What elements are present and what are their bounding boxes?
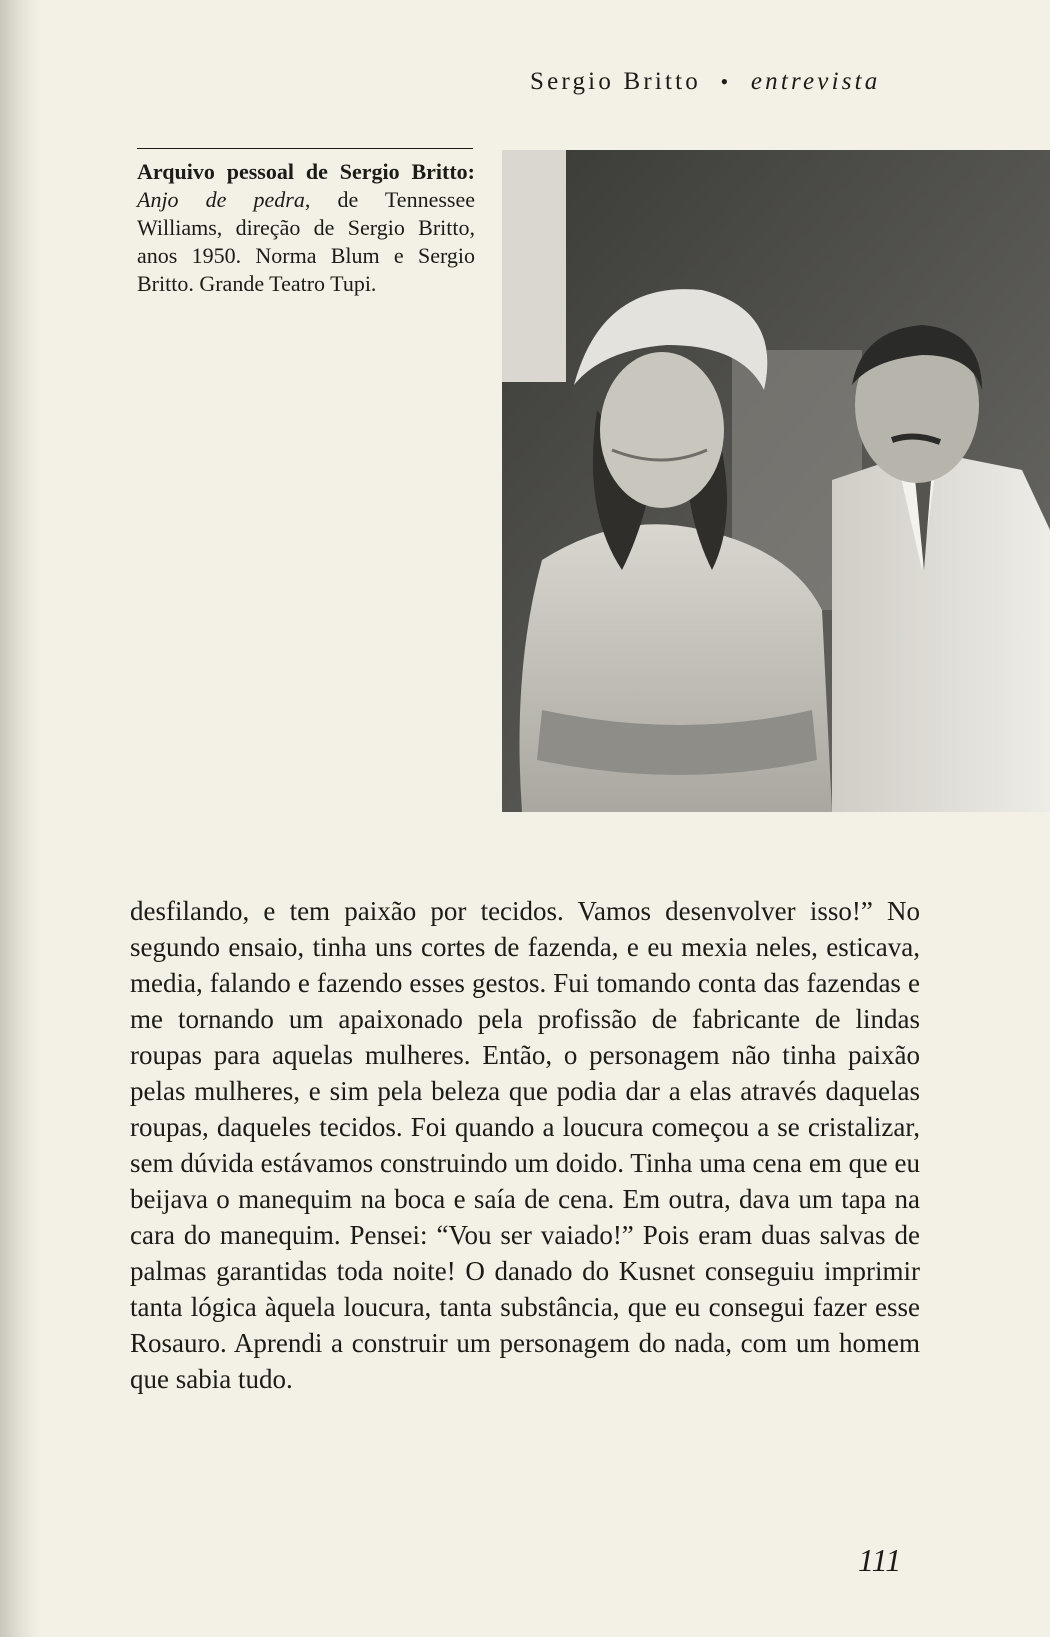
photo-caption xyxy=(137,158,475,298)
running-head xyxy=(530,68,930,96)
caption-details: , de Tennessee Williams, direção de Sergio Britto, anos 1950. Norma Blum e Sergio Britto. Grande Teatro Tupi. xyxy=(137,187,475,296)
body-text xyxy=(130,893,920,1397)
caption-credit: Arquivo pessoal de Sergio Britto: xyxy=(137,159,475,184)
caption-play-title: Anjo de pedra xyxy=(137,187,305,212)
stage-photograph xyxy=(502,150,1050,812)
running-head-section: entrevista xyxy=(750,68,881,95)
caption-rule xyxy=(137,148,473,149)
running-head-bullet: • xyxy=(720,69,732,94)
page-number: 111 xyxy=(858,1542,902,1578)
running-head-author: Sergio Britto xyxy=(530,68,702,95)
page-gutter-shadow xyxy=(0,0,40,1637)
body-paragraph: desfilando, e tem paixão por tecidos. Vamos desenvolver isso!” No segundo ensaio, tinha uns cortes de fazenda, e eu mexia neles, esticava, media, falando e fazendo esses gestos. Fui tomando conta das fazendas e me tornando um apaixonado pela profissão de fabricante de lindas roupas para aquelas mulheres. Então, o personagem não tinha paixão pelas mulheres, e sim pela beleza que podia dar a elas através daquelas roupas, daqueles tecidos. Foi quando a loucura começou a se cristalizar, sem dúvida estávamos construindo um doido. Tinha uma cena em que eu beijava o manequim na boca e saía de cena. Em outra, dava um tapa na cara do manequim. Pensei: “Vou ser vaiado!” Pois eram duas salvas de palmas garantidas toda noite! O danado do Kusnet conseguiu imprimir tanta lógica àquela loucura, tanta substância, que eu consegui fazer esse Rosauro. Aprendi a construir um personagem do nada, com um homem que sabia tudo. xyxy=(130,896,920,1394)
